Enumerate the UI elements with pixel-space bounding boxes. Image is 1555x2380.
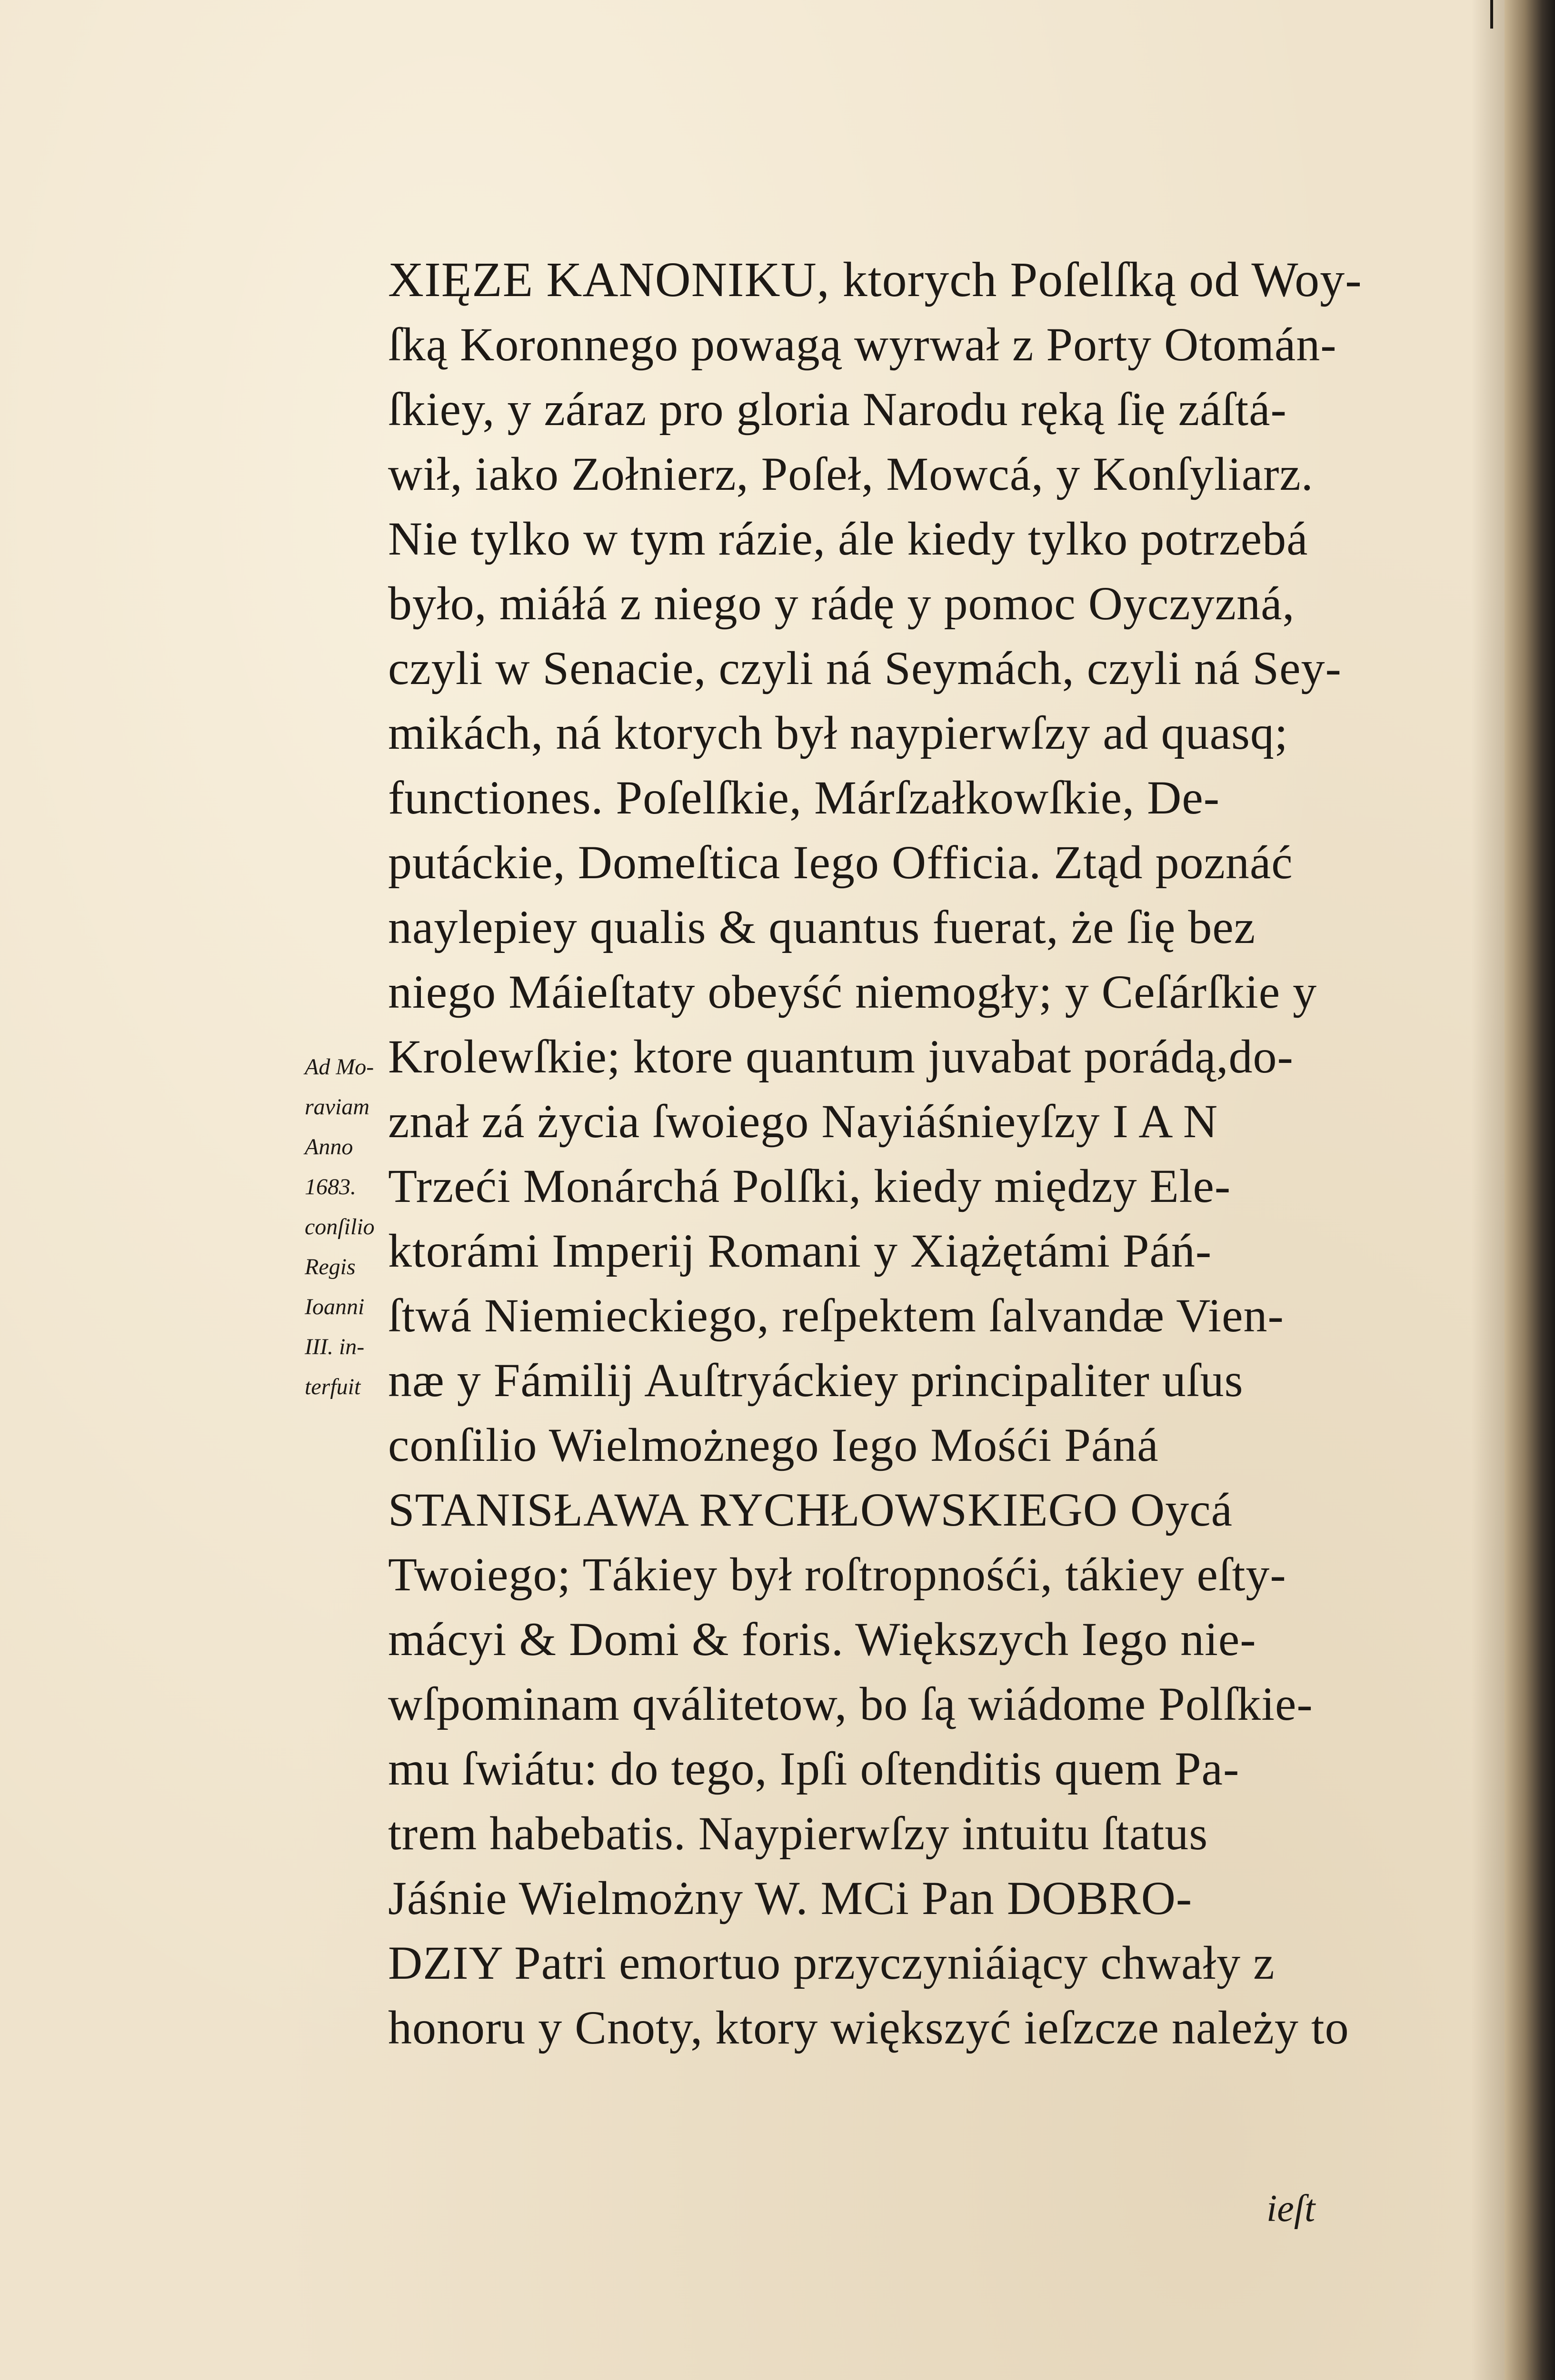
text-line: ſkiey, y záraz pro gloria Narodu ręką ſię záſtá-: [388, 383, 1287, 436]
text-line: XIĘZE KANONIKU, ktorych Poſelſką od Woy-: [388, 252, 1362, 307]
text-line: næ y Fámilij Auſtryáckiey principaliter uſus: [388, 1354, 1244, 1407]
text-line: conſilio Wielmożnego Iego Mośći Páná: [388, 1418, 1159, 1471]
text-line: było, miáłá z niego y rádę y pomoc Oyczyzná,: [388, 577, 1295, 630]
text-line: ſtwá Niemieckiego, reſpektem ſalvandæ Vien-: [388, 1289, 1284, 1342]
margin-note-line: Anno: [305, 1134, 353, 1160]
text-line: putáckie, Domeſtica Iego Officia. Ztąd poznáć: [388, 836, 1293, 889]
margin-note-line: Ioanni: [305, 1294, 365, 1319]
text-line: STANISŁAWA RYCHŁOWSKIEGO Oycá: [388, 1483, 1233, 1536]
marginal-note: [305, 1047, 395, 1407]
text-line: functiones. Poſelſkie, Márſzałkowſkie, De-: [388, 771, 1220, 824]
text-line: DZIY Patri emortuo przyczyniáiący chwały z: [388, 1936, 1275, 1989]
text-line: ſką Koronnego powagą wyrwał z Porty Otomán-: [388, 318, 1337, 371]
text-line: Nie tylko w tym rázie, ále kiedy tylko potrzebá: [388, 512, 1308, 565]
text-line: Trzeći Monárchá Polſki, kiedy między Ele-: [388, 1160, 1231, 1212]
margin-note-line: raviam: [305, 1094, 369, 1120]
margin-note-line: terfuit: [305, 1374, 361, 1399]
text-line: naylepiey qualis & quantus fuerat, że ſię bez: [388, 901, 1256, 953]
main-text-block: [388, 248, 1426, 2060]
text-line: niego Máieſtaty obeyść niemogły; y Ceſárſkie y: [388, 965, 1317, 1018]
page-gutter-shadow: [1471, 0, 1509, 2380]
page-edge: [1505, 0, 1555, 2380]
text-line: mikách, ná ktorych był naypierwſzy ad quasq;: [388, 706, 1288, 759]
text-line: Twoiego; Tákiey był roſtropnośći, tákiey eſty-: [388, 1548, 1286, 1601]
text-line: ktorámi Imperij Romani y Xiążętámi Páń-: [388, 1224, 1212, 1277]
margin-note-line: III. in-: [305, 1334, 365, 1359]
text-line: wił, iako Zołnierz, Poſeł, Mowcá, y Konſyliarz.: [388, 447, 1314, 500]
page-corner-mark: [1490, 0, 1493, 29]
text-line: czyli w Senacie, czyli ná Seymách, czyli ná Sey-: [388, 642, 1342, 694]
text-line: honoru y Cnoty, ktory większyć ieſzcze należy to: [388, 2001, 1349, 2054]
text-line: Jáśnie Wielmożny W. MCi Pan DOBRO-: [388, 1872, 1193, 1924]
text-line: Krolewſkie; ktore quantum juvabat porádą,do-: [388, 1030, 1294, 1083]
margin-note-line: Regis: [305, 1254, 356, 1279]
text-line: trem habebatis. Naypierwſzy intuitu ſtatus: [388, 1807, 1208, 1860]
text-line: wſpominam qválitetow, bo ſą wiádome Polſkie-: [388, 1677, 1313, 1730]
catchword: ieſt: [1266, 2188, 1316, 2230]
margin-note-line: Ad Mo-: [305, 1054, 374, 1080]
text-line: znał zá życia ſwoiego Nayiáśnieyſzy I A N: [388, 1095, 1218, 1148]
text-line: mácyi & Domi & foris. Większych Iego nie-: [388, 1613, 1256, 1666]
margin-note-line: 1683.: [305, 1174, 356, 1200]
margin-note-line: conſilio: [305, 1214, 375, 1240]
text-line: mu ſwiátu: do tego, Ipſi oſtenditis quem Pa-: [388, 1742, 1240, 1795]
